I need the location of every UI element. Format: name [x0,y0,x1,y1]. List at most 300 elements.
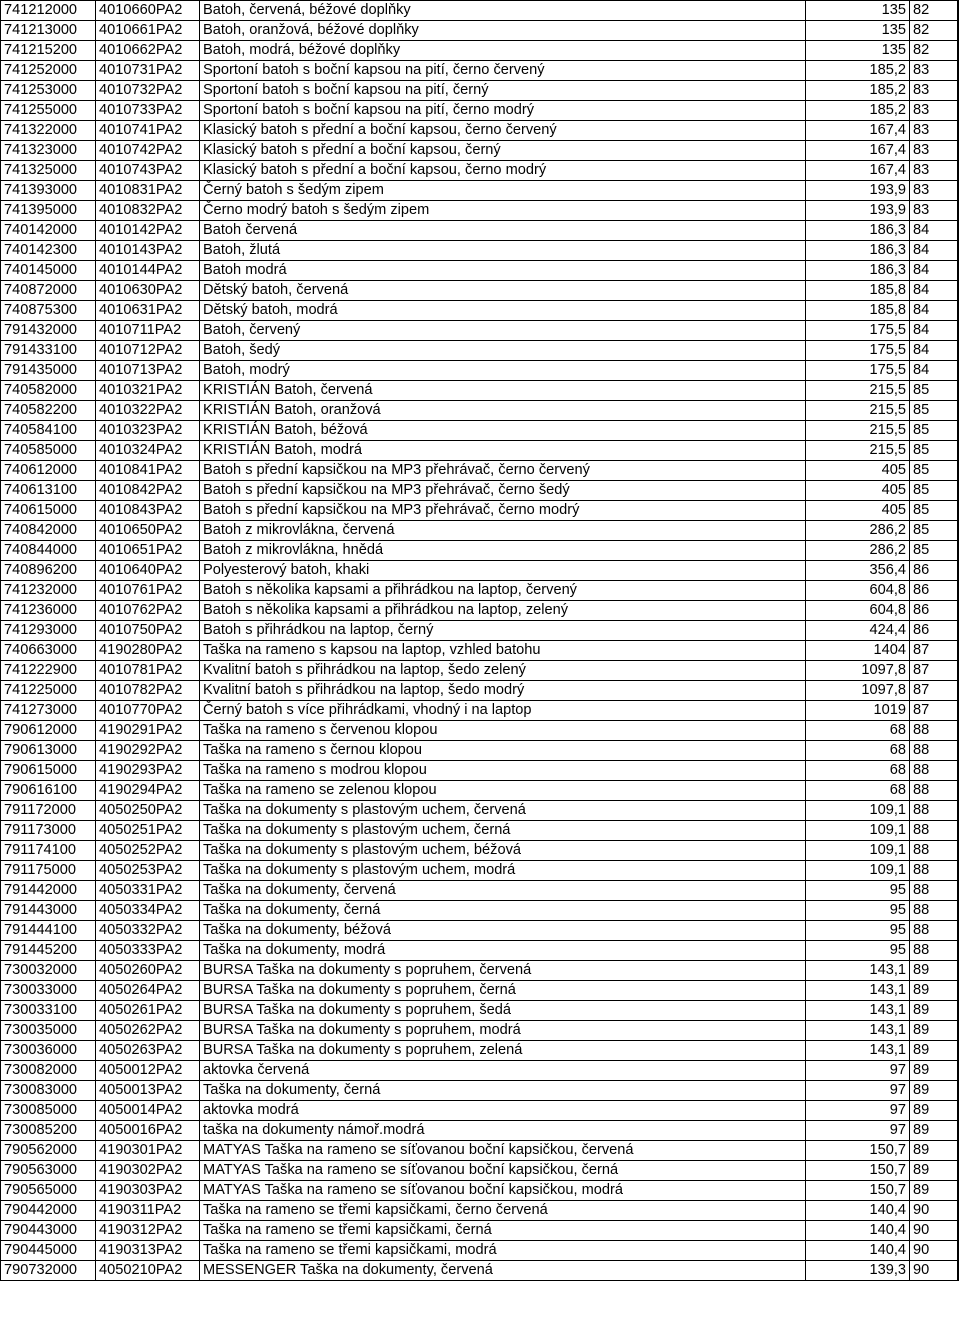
catalog-code-cell: 4010843PA2 [96,501,200,521]
page-number-cell: 90 [910,1201,958,1221]
page-number-cell: 89 [910,1041,958,1061]
product-name-cell: Batoh modrá [200,261,806,281]
price-cell: 215,5 [806,401,910,421]
quantity-cell [958,201,959,221]
item-code-cell: 741215200 [1,41,96,61]
price-cell: 140,4 [806,1241,910,1261]
item-code-cell: 730032000 [1,961,96,981]
quantity-cell [958,961,959,981]
page-number-cell: 85 [910,541,958,561]
page-number-cell: 88 [910,881,958,901]
catalog-code-cell: 4010322PA2 [96,401,200,421]
catalog-code-cell: 4050331PA2 [96,881,200,901]
table-row [1,761,959,781]
price-cell: 68 [806,761,910,781]
table-row [1,1101,959,1121]
catalog-code-cell: 4050013PA2 [96,1081,200,1101]
product-name-cell: Klasický batoh s přední a boční kapsou, černo červený [200,121,806,141]
item-code-cell: 790445000 [1,1241,96,1261]
table-row [1,1041,959,1061]
page-number-cell: 89 [910,1141,958,1161]
price-cell: 175,5 [806,321,910,341]
catalog-code-cell: 4190311PA2 [96,1201,200,1221]
price-cell: 135 [806,41,910,61]
quantity-cell [958,281,959,301]
page-number-cell: 90 [910,1221,958,1241]
page-number-cell: 82 [910,1,958,21]
item-code-cell: 730035000 [1,1021,96,1041]
page-number-cell: 88 [910,761,958,781]
item-code-cell: 741225000 [1,681,96,701]
catalog-code-cell: 4010662PA2 [96,41,200,61]
page-number-cell: 83 [910,121,958,141]
quantity-cell [958,61,959,81]
price-cell: 140,4 [806,1201,910,1221]
item-code-cell: 791443000 [1,901,96,921]
price-cell: 143,1 [806,961,910,981]
catalog-code-cell: 4010782PA2 [96,681,200,701]
quantity-cell [958,121,959,141]
quantity-cell [958,521,959,541]
price-cell: 150,7 [806,1141,910,1161]
item-code-cell: 741232000 [1,581,96,601]
table-row [1,1081,959,1101]
price-cell: 215,5 [806,441,910,461]
product-name-cell: BURSA Taška na dokumenty s popruhem, černá [200,981,806,1001]
item-code-cell: 741323000 [1,141,96,161]
product-name-cell: Batoh, červený [200,321,806,341]
price-cell: 193,9 [806,181,910,201]
catalog-code-cell: 4010742PA2 [96,141,200,161]
item-code-cell: 741395000 [1,201,96,221]
item-code-cell: 740145000 [1,261,96,281]
product-name-cell: KRISTIÁN Batoh, modrá [200,441,806,461]
price-cell: 175,5 [806,361,910,381]
price-cell: 68 [806,781,910,801]
item-code-cell: 740613100 [1,481,96,501]
product-name-cell: Batoh s několika kapsami a přihrádkou na laptop, červený [200,581,806,601]
page-number-cell: 88 [910,721,958,741]
table-row [1,401,959,421]
price-cell: 139,3 [806,1261,910,1281]
quantity-cell [958,581,959,601]
table-row [1,1181,959,1201]
product-name-cell: Taška na rameno se třemi kapsičkami, černá [200,1221,806,1241]
product-name-cell: Taška na rameno s černou klopou [200,741,806,761]
quantity-cell [958,81,959,101]
catalog-code-cell: 4010713PA2 [96,361,200,381]
catalog-code-cell: 4010732PA2 [96,81,200,101]
price-cell: 109,1 [806,821,910,841]
price-cell: 95 [806,881,910,901]
item-code-cell: 791175000 [1,861,96,881]
product-name-cell: MATYAS Taška na rameno se síťovanou boční kapsičkou, černá [200,1161,806,1181]
table-row [1,1121,959,1141]
catalog-code-cell: 4010142PA2 [96,221,200,241]
price-cell: 1019 [806,701,910,721]
item-code-cell: 730036000 [1,1041,96,1061]
quantity-cell [958,801,959,821]
product-name-cell: Batoh z mikrovlákna, červená [200,521,806,541]
page-number-cell: 85 [910,501,958,521]
quantity-cell [958,1101,959,1121]
table-row [1,141,959,161]
page-number-cell: 85 [910,441,958,461]
catalog-code-cell: 4010842PA2 [96,481,200,501]
catalog-code-cell: 4010661PA2 [96,21,200,41]
table-row [1,581,959,601]
product-name-cell: Batoh s přihrádkou na laptop, černý [200,621,806,641]
quantity-cell [958,341,959,361]
product-name-cell: BURSA Taška na dokumenty s popruhem, zelená [200,1041,806,1061]
table-row [1,841,959,861]
quantity-cell [958,1121,959,1141]
item-code-cell: 730033100 [1,1001,96,1021]
price-cell: 186,3 [806,241,910,261]
page-number-cell: 89 [910,1181,958,1201]
price-cell: 215,5 [806,421,910,441]
quantity-cell [958,461,959,481]
page-number-cell: 88 [910,781,958,801]
quantity-cell [958,1041,959,1061]
page-number-cell: 82 [910,41,958,61]
catalog-code-cell: 4010832PA2 [96,201,200,221]
page-number-cell: 86 [910,581,958,601]
item-code-cell: 740582000 [1,381,96,401]
item-code-cell: 791444100 [1,921,96,941]
item-code-cell: 790615000 [1,761,96,781]
item-code-cell: 790616100 [1,781,96,801]
product-name-cell: Taška na dokumenty, modrá [200,941,806,961]
catalog-code-cell: 4010733PA2 [96,101,200,121]
page-number-cell: 84 [910,221,958,241]
product-name-cell: taška na dokumenty námoř.modrá [200,1121,806,1141]
table-row [1,101,959,121]
product-name-cell: Taška na rameno s červenou klopou [200,721,806,741]
price-cell: 286,2 [806,521,910,541]
product-name-cell: Sportoní batoh s boční kapsou na pití, černo modrý [200,101,806,121]
item-code-cell: 740896200 [1,561,96,581]
item-code-cell: 740615000 [1,501,96,521]
item-code-cell: 740663000 [1,641,96,661]
product-name-cell: Batoh z mikrovlákna, hnědá [200,541,806,561]
page-number-cell: 88 [910,741,958,761]
product-name-cell: Kvalitní batoh s přihrádkou na laptop, šedo modrý [200,681,806,701]
page-number-cell: 86 [910,621,958,641]
table-row [1,381,959,401]
page-number-cell: 90 [910,1261,958,1281]
page-number-cell: 84 [910,341,958,361]
table-row [1,621,959,641]
product-name-cell: KRISTIÁN Batoh, oranžová [200,401,806,421]
table-row [1,1001,959,1021]
table-row [1,661,959,681]
table-row [1,221,959,241]
catalog-code-cell: 4050251PA2 [96,821,200,841]
catalog-code-cell: 4050210PA2 [96,1261,200,1281]
table-row [1,1141,959,1161]
table-row [1,1221,959,1241]
page-number-cell: 84 [910,301,958,321]
page-number-cell: 88 [910,821,958,841]
item-code-cell: 740584100 [1,421,96,441]
item-code-cell: 741222900 [1,661,96,681]
table-row [1,261,959,281]
table-row [1,481,959,501]
item-code-cell: 791173000 [1,821,96,841]
page-number-cell: 87 [910,681,958,701]
table-row [1,781,959,801]
quantity-cell [958,661,959,681]
quantity-cell [958,1181,959,1201]
price-cell: 143,1 [806,1001,910,1021]
table-row [1,741,959,761]
page-number-cell: 87 [910,701,958,721]
catalog-code-cell: 4010761PA2 [96,581,200,601]
product-name-cell: Dětský batoh, modrá [200,301,806,321]
price-cell: 167,4 [806,161,910,181]
quantity-cell [958,681,959,701]
quantity-cell [958,421,959,441]
product-name-cell: Polyesterový batoh, khaki [200,561,806,581]
price-cell: 185,8 [806,281,910,301]
table-row [1,641,959,661]
catalog-code-cell: 4010651PA2 [96,541,200,561]
price-cell: 135 [806,1,910,21]
catalog-code-cell: 4010831PA2 [96,181,200,201]
product-name-cell: Sportoní batoh s boční kapsou na pití, černo červený [200,61,806,81]
quantity-cell [958,1221,959,1241]
page-number-cell: 83 [910,61,958,81]
table-row [1,541,959,561]
quantity-cell [958,361,959,381]
quantity-cell [958,161,959,181]
product-name-cell: Taška na rameno s modrou klopou [200,761,806,781]
quantity-cell [958,1261,959,1281]
page-number-cell: 83 [910,161,958,181]
price-cell: 97 [806,1101,910,1121]
page-number-cell: 90 [910,1241,958,1261]
item-code-cell: 730083000 [1,1081,96,1101]
product-name-cell: Batoh, modrý [200,361,806,381]
catalog-code-cell: 4010660PA2 [96,1,200,21]
table-row [1,361,959,381]
product-name-cell: Sportoní batoh s boční kapsou na pití, černý [200,81,806,101]
item-code-cell: 740142000 [1,221,96,241]
product-name-cell: Dětský batoh, červená [200,281,806,301]
price-cell: 286,2 [806,541,910,561]
table-row [1,1021,959,1041]
item-code-cell: 791432000 [1,321,96,341]
page-number-cell: 89 [910,1121,958,1141]
item-code-cell: 791445200 [1,941,96,961]
product-name-cell: Taška na dokumenty, černá [200,1081,806,1101]
quantity-cell [958,601,959,621]
page-number-cell: 87 [910,661,958,681]
page-number-cell: 83 [910,81,958,101]
quantity-cell [958,261,959,281]
price-cell: 109,1 [806,861,910,881]
table-row [1,561,959,581]
price-cell: 95 [806,941,910,961]
price-cell: 424,4 [806,621,910,641]
product-name-cell: Taška na dokumenty s plastovým uchem, modrá [200,861,806,881]
table-row [1,161,959,181]
table-row [1,441,959,461]
table-row [1,1241,959,1261]
catalog-code-cell: 4190302PA2 [96,1161,200,1181]
table-row [1,861,959,881]
page-number-cell: 89 [910,1061,958,1081]
table-row [1,1061,959,1081]
item-code-cell: 740142300 [1,241,96,261]
price-list-body [1,1,959,1281]
product-name-cell: aktovka modrá [200,1101,806,1121]
price-cell: 1097,8 [806,661,910,681]
catalog-code-cell: 4050263PA2 [96,1041,200,1061]
price-cell: 143,1 [806,1021,910,1041]
item-code-cell: 791442000 [1,881,96,901]
item-code-cell: 740582200 [1,401,96,421]
item-code-cell: 741236000 [1,601,96,621]
quantity-cell [958,981,959,1001]
item-code-cell: 741253000 [1,81,96,101]
quantity-cell [958,641,959,661]
item-code-cell: 790565000 [1,1181,96,1201]
catalog-code-cell: 4010712PA2 [96,341,200,361]
catalog-code-cell: 4050262PA2 [96,1021,200,1041]
quantity-cell [958,1021,959,1041]
product-name-cell: BURSA Taška na dokumenty s popruhem, červená [200,961,806,981]
item-code-cell: 741252000 [1,61,96,81]
price-cell: 109,1 [806,801,910,821]
quantity-cell [958,1001,959,1021]
catalog-code-cell: 4190294PA2 [96,781,200,801]
quantity-cell [958,401,959,421]
product-name-cell: Taška na dokumenty, červená [200,881,806,901]
table-row [1,721,959,741]
item-code-cell: 740842000 [1,521,96,541]
catalog-code-cell: 4010841PA2 [96,461,200,481]
quantity-cell [958,381,959,401]
page-number-cell: 84 [910,321,958,341]
product-name-cell: Černo modrý batoh s šedým zipem [200,201,806,221]
quantity-cell [958,841,959,861]
quantity-cell [958,881,959,901]
item-code-cell: 740875300 [1,301,96,321]
table-row [1,61,959,81]
page-number-cell: 87 [910,641,958,661]
item-code-cell: 740612000 [1,461,96,481]
table-row [1,1201,959,1221]
page-number-cell: 89 [910,1081,958,1101]
price-cell: 186,3 [806,221,910,241]
product-name-cell: Batoh s přední kapsičkou na MP3 přehrávač, černo modrý [200,501,806,521]
page-number-cell: 88 [910,841,958,861]
table-row [1,501,959,521]
price-cell: 1097,8 [806,681,910,701]
quantity-cell [958,441,959,461]
table-row [1,301,959,321]
table-row [1,881,959,901]
product-name-cell: Klasický batoh s přední a boční kapsou, černý [200,141,806,161]
quantity-cell [958,1141,959,1161]
price-cell: 167,4 [806,141,910,161]
product-name-cell: Batoh, oranžová, béžové doplňky [200,21,806,41]
price-cell: 185,2 [806,101,910,121]
page-number-cell: 89 [910,981,958,1001]
catalog-code-cell: 4010324PA2 [96,441,200,461]
quantity-cell [958,781,959,801]
quantity-cell [958,541,959,561]
catalog-code-cell: 4190291PA2 [96,721,200,741]
catalog-code-cell: 4050260PA2 [96,961,200,981]
quantity-cell [958,721,959,741]
catalog-code-cell: 4010143PA2 [96,241,200,261]
price-cell: 356,4 [806,561,910,581]
table-row [1,81,959,101]
catalog-code-cell: 4010743PA2 [96,161,200,181]
catalog-code-cell: 4190313PA2 [96,1241,200,1261]
quantity-cell [958,821,959,841]
product-name-cell: Batoh, šedý [200,341,806,361]
page-number-cell: 84 [910,241,958,261]
page-number-cell: 86 [910,601,958,621]
catalog-code-cell: 4190293PA2 [96,761,200,781]
price-cell: 150,7 [806,1161,910,1181]
item-code-cell: 791433100 [1,341,96,361]
product-name-cell: Klasický batoh s přední a boční kapsou, černo modrý [200,161,806,181]
item-code-cell: 741293000 [1,621,96,641]
catalog-code-cell: 4010781PA2 [96,661,200,681]
quantity-cell [958,181,959,201]
product-name-cell: BURSA Taška na dokumenty s popruhem, modrá [200,1021,806,1041]
catalog-code-cell: 4050014PA2 [96,1101,200,1121]
price-cell: 143,1 [806,981,910,1001]
item-code-cell: 791435000 [1,361,96,381]
quantity-cell [958,561,959,581]
quantity-cell [958,221,959,241]
price-cell: 97 [806,1081,910,1101]
table-row [1,961,959,981]
table-row [1,1161,959,1181]
product-name-cell: Taška na rameno se zelenou klopou [200,781,806,801]
product-name-cell: Batoh s přední kapsičkou na MP3 přehrávač, černo červený [200,461,806,481]
price-cell: 167,4 [806,121,910,141]
table-row [1,521,959,541]
item-code-cell: 740872000 [1,281,96,301]
item-code-cell: 791172000 [1,801,96,821]
page-number-cell: 85 [910,381,958,401]
item-code-cell: 790732000 [1,1261,96,1281]
price-cell: 405 [806,461,910,481]
table-row [1,121,959,141]
product-name-cell: KRISTIÁN Batoh, červená [200,381,806,401]
product-name-cell: Taška na dokumenty s plastovým uchem, červená [200,801,806,821]
page-number-cell: 83 [910,201,958,221]
product-name-cell: Taška na rameno se třemi kapsičkami, černo červená [200,1201,806,1221]
catalog-code-cell: 4010770PA2 [96,701,200,721]
quantity-cell [958,621,959,641]
price-cell: 175,5 [806,341,910,361]
catalog-code-cell: 4010711PA2 [96,321,200,341]
table-row [1,1261,959,1281]
catalog-code-cell: 4010741PA2 [96,121,200,141]
price-cell: 185,2 [806,61,910,81]
item-code-cell: 730085200 [1,1121,96,1141]
price-cell: 135 [806,21,910,41]
price-cell: 143,1 [806,1041,910,1061]
